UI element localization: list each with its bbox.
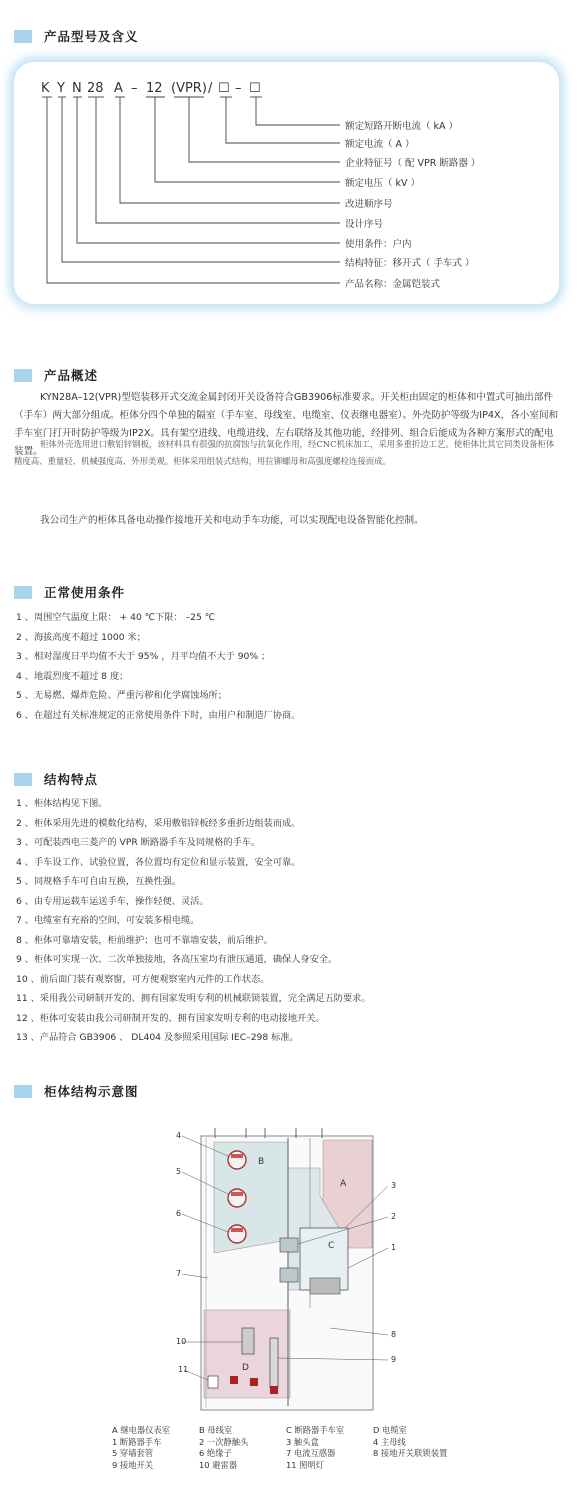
cabinet-structure-diagram: [170, 1128, 410, 1418]
list-item: 6 、由专用运载车运送手车，操作轻便、灵活。: [16, 895, 209, 907]
leader-1: [256, 97, 340, 125]
model-code-diagram: [14, 62, 559, 304]
code-char: A: [114, 81, 123, 96]
callout-number: 2: [391, 1212, 397, 1221]
section-marker: [14, 369, 32, 382]
room-label: B: [258, 1157, 265, 1167]
model-label: 改进顺序号: [345, 199, 393, 210]
overview-paragraph-3: 我公司生产的柜体具备电动操作接地开关和电动手车功能，可以实现配电设备智能化控制。: [40, 515, 424, 526]
list-item: 6 、在超过有关标准规定的正常使用条件下时，由用户和制造厂协商。: [16, 709, 301, 721]
conditions-list: [16, 608, 300, 725]
list-item: 2 、柜体采用先进的模数化结构，采用敷铝锌板经多重折边组装而成。: [16, 817, 301, 829]
list-item: 11 、采用我公司研制开发的、拥有国家发明专利的机械联锁装置，完全满足五防要求。: [16, 993, 371, 1004]
section-title: 产品型号及含义: [44, 29, 139, 44]
section-marker: [14, 773, 32, 786]
callout-number: 1: [391, 1243, 397, 1252]
legend-item: 6 绝缘子: [199, 1448, 232, 1458]
code-char: ☐: [249, 81, 261, 96]
model-code: [41, 81, 261, 96]
section-marker: [14, 1085, 32, 1098]
legend-item: A 继电器仪表室: [112, 1425, 171, 1435]
code-char: K: [41, 81, 50, 96]
list-item: 4 、手车设工作、试验位置，各位置均有定位和显示装置，安全可靠。: [16, 856, 301, 868]
model-label: 使用条件：户内: [345, 239, 412, 250]
surge-arrester: [270, 1338, 278, 1388]
list-item: 3 、可配装西电三菱产的 VPR 断路器手车及同规格的手车。: [16, 837, 261, 848]
leader-4: [155, 97, 340, 182]
list-item: 7 、电缆室有充裕的空间，可安装多根电缆。: [16, 915, 200, 926]
legend-item: 8 接地开关联锁装置: [373, 1448, 448, 1458]
section-header-overview: [14, 366, 98, 384]
model-label: 结构特征：移开式（ 手车式 ）: [345, 258, 475, 269]
leader-7: [77, 97, 340, 243]
code-char: 28: [87, 81, 104, 96]
legend-item: 11 照明灯: [286, 1459, 325, 1470]
legend-item: 9 接地开关: [112, 1459, 154, 1470]
list-item: 1 、周围空气温度上限： + 40 ℃下限： –25 ℃: [16, 612, 216, 623]
features-list: [16, 794, 371, 1048]
legend-item: 7 电流互感器: [286, 1448, 336, 1458]
callout-number: 3: [391, 1181, 397, 1190]
list-item: 5 、无易燃、爆炸危险、严重污秽和化学腐蚀场所；: [16, 690, 227, 701]
code-char: 12: [146, 81, 163, 96]
legend-item: 10 避雷器: [199, 1459, 238, 1470]
legend-item: [373, 1460, 483, 1472]
lighting-lamp: [208, 1376, 218, 1388]
callout-number: 11: [178, 1365, 189, 1374]
legend-item: 1 断路器手车: [112, 1436, 162, 1447]
list-item: 12 、柜体可安装由我公司研制开发的、拥有国家发明专利的电动接地开关。: [16, 1012, 325, 1024]
list-item: 3 、相对湿度日平均值不大于 95% ，月平均值不大于 90% ；: [16, 651, 271, 662]
overview-paragraph-1: KYN28A–12(VPR)型铠装移开式交流金属封闭开关设备符合GB3906标准要求。开关柜由固定的柜体和中置式可抽出部件（手车）两大部分组成。柜体分四个单独的隔室（手车室、母线室、电缆室、仪表继电器室）。外壳防护等级为IP4X，各小室间和手车室门打开时防护等级为IP2X。具有架空进线、电缆进线、左右联络及其他功能，经排列、组合后能成为各种方案形式的配电装置。: [14, 392, 559, 457]
callout-number: 8: [391, 1330, 397, 1339]
legend-item: B 母线室: [199, 1425, 233, 1435]
room-label: C: [328, 1241, 335, 1251]
model-label: 设计序号: [345, 219, 384, 230]
section-title: 柜体结构示意图: [44, 1084, 139, 1099]
leader-2: [226, 97, 340, 143]
section-title: 结构特点: [44, 772, 99, 787]
section-header-diagram: [14, 1082, 139, 1100]
legend-item: 4 主母线: [373, 1436, 406, 1447]
callout-number: 7: [176, 1269, 182, 1278]
legend-item: C 断路器手车室: [286, 1425, 345, 1435]
section-header-features: [14, 770, 98, 788]
code-char: –: [235, 81, 242, 96]
legend-item: D 电缆室: [373, 1425, 407, 1435]
section-marker: [14, 586, 32, 599]
model-label: 产品名称：金属铠装式: [345, 279, 441, 290]
section-header-conditions: [14, 583, 125, 601]
callout-number: 4: [176, 1131, 182, 1140]
diagram-legend: [112, 1425, 483, 1471]
model-label: 额定短路开断电流（ kA ）: [345, 121, 459, 132]
list-item: 2 、海拔高度不超过 1000 米；: [16, 631, 146, 643]
overview-paragraph-2: 柜体外壳选用进口敷铝锌钢板，该材料具有很强的抗腐蚀与抗氧化作用，经CNC机床加工，采用多重折边工艺。使柜体比其它同类设备柜体精度高、重量轻、机械强度高、外形美观。柜体采用组装式结构，用拉铆螺母和高强度螺栓连接而成。: [14, 439, 555, 466]
code-char: Y: [57, 81, 65, 96]
model-label: 企业特征号（ 配 VPR 断路器 ）: [345, 158, 481, 169]
callout-number: 6: [176, 1209, 182, 1218]
code-char: N: [72, 81, 82, 96]
callout-number: 9: [391, 1355, 397, 1364]
section-marker: [14, 30, 32, 43]
list-item: 4 、地震烈度不超过 8 度；: [16, 670, 129, 682]
room-label: D: [242, 1363, 249, 1373]
callout-number: 5: [176, 1167, 182, 1176]
leader-3: [189, 97, 340, 162]
list-item: 9 、柜体可实现一次、二次单独接地，各高压室均有泄压通道，确保人身安全。: [16, 954, 338, 965]
model-label: 额定电流（ A ）: [345, 139, 415, 150]
code-char: (VPR): [171, 81, 207, 96]
list-item: 1 、柜体结构见下图。: [16, 798, 108, 809]
list-item: 13 、产品符合 GB3906 、 DL404 及参照采用国际 IEC–298 标准。: [16, 1032, 299, 1043]
code-char: –: [131, 81, 138, 96]
room-b-busbar-chamber: [214, 1142, 288, 1253]
leader-8: [62, 97, 340, 262]
model-labels: [345, 120, 480, 290]
current-transformer: [242, 1328, 254, 1354]
list-item: 10 、前后面门装有观察窗，可方便观察室内元件的工作状态。: [16, 973, 270, 985]
legend-item: 5 穿墙套管: [112, 1448, 154, 1458]
section-title: 正常使用条件: [44, 585, 126, 600]
model-code-panel: [14, 62, 559, 304]
section-header-model: [14, 27, 139, 45]
callout-number: 10: [176, 1337, 187, 1346]
code-char: ☐: [218, 81, 230, 96]
room-label: A: [340, 1179, 347, 1189]
section-title: 产品概述: [44, 368, 99, 383]
code-char: /: [208, 81, 213, 96]
list-item: 8 、柜体可靠墙安装，柜前维护；也可不靠墙安装，前后维护。: [16, 934, 273, 946]
leader-5: [120, 97, 340, 203]
model-label: 额定电压（ kV ）: [345, 178, 421, 189]
list-item: 5 、同规格手车可自由互换，互换性强。: [16, 876, 181, 887]
legend-item: 2 一次静触头: [199, 1436, 249, 1447]
legend-item: 3 触头盒: [286, 1436, 319, 1447]
leader-6: [96, 97, 340, 223]
